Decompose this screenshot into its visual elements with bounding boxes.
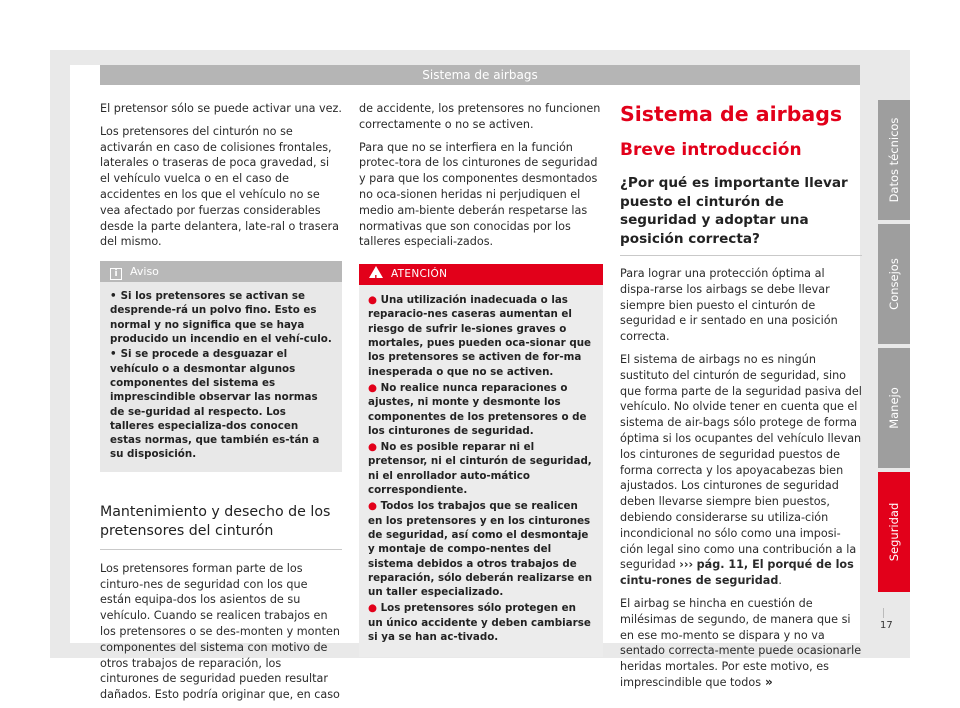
warning-triangle-icon: !	[369, 266, 383, 278]
paragraph	[620, 352, 862, 589]
bullet-icon: ●	[368, 441, 381, 454]
warning-item	[368, 499, 594, 599]
running-header: Sistema de airbags	[100, 65, 860, 85]
notice-item-text: Si los pretensores se activan se desprende-rá un polvo fino. Esto es normal y no significa que se haya producido un incendio en el vehí-culo.	[110, 290, 332, 346]
paragraph: Los pretensores del cinturón no se activarán en caso de colisiones frontales, laterales o traseras de poca gravedad, si el vehículo vuelca o en el caso de accidentes en los que el vehículo no se vea afectado por fuerzas considerables desde la parte delantera, late-ral o trasera del mismo.	[100, 124, 339, 249]
warning-item-text: No es posible reparar ni el pretensor, ni el cinturón de seguridad, ni el enrollador auto-mático correspondiente.	[368, 441, 592, 497]
page-number: 17	[880, 620, 893, 631]
paragraph	[620, 596, 862, 691]
column-left	[100, 101, 342, 708]
info-icon: i	[110, 268, 122, 280]
section-heading: Mantenimiento y desecho de los pretensores del cinturón	[100, 503, 342, 550]
tab-label: Seguridad	[887, 502, 901, 562]
warning-item-text: Todos los trabajos que se realicen en los pretensores y en los cinturones de seguridad, así como el desmontaje y montaje de compo-nentes del sistema debidos a otros trabajos de reparación, sólo deberán realizarse en un taller especializado.	[368, 500, 593, 599]
question-heading: ¿Por qué es importante llevar puesto el cinturón de seguridad y adoptar una posición correcta?	[620, 174, 862, 256]
tab-label: Consejos	[887, 258, 901, 310]
paragraph: El pretensor sólo se puede activar una vez.	[100, 102, 342, 115]
continue-arrow-icon: »	[765, 674, 773, 689]
paragraph-text: El airbag se hincha en cuestión de milésimas de segundo, de manera que si en ese mo-mento se dispara y no va sentado correcta-mente puede ocasionarle heridas mortales. Por este motivo, es imprescindible que todos	[620, 596, 862, 689]
tab-label: Manejo	[887, 387, 901, 429]
warning-label: ATENCIÓN	[391, 268, 448, 281]
warning-item	[368, 440, 594, 497]
cross-reference-link[interactable]: pág. 11, El porqué de los cintu-rones de seguridad	[620, 558, 854, 588]
paragraph: Los pretensores forman parte de los cinturo-nes de seguridad con los que están equipa-dos los asientos de su vehículo. Cuando se realicen trabajos en los pretensores o se des-monten y monten componentes del sistema con motivo de otros trabajos de reparación, los cinturones de seguridad pueden resultar dañados. Esto podría originar que, en caso	[100, 561, 340, 702]
tab-manejo[interactable]	[878, 348, 910, 468]
notice-item	[110, 347, 332, 461]
paragraph-text: .	[778, 574, 782, 588]
warning-item	[368, 601, 594, 644]
page-number-divider	[883, 608, 884, 618]
notice-item	[110, 289, 332, 346]
notice-header	[100, 261, 342, 282]
column-right	[620, 101, 862, 698]
notice-body	[100, 282, 342, 472]
paragraph-text: El sistema de airbags no es ningún sustituto del cinturón de seguridad, sino que forma parte de la seguridad pasiva del vehículo. No olvide tener en cuenta que el sistema de air-bags sólo protege de forma óptima si los ocupantes del vehículo llevan los cinturones de seguridad puestos de forma correcta y los apoyacabezas bien ajustados. Los cinturones de seguridad deben llevarse siempre bien puestos, debiendo considerarse su utiliza-ción incondicional no sólo como una imposi-ción legal sino como una contribución a la seguridad	[620, 352, 862, 572]
bullet-icon: •	[110, 348, 117, 361]
paragraph: Para que no se interfiera en la función protec-tora de los cinturones de seguridad y para que los componentes desmontados no oca-sionen heridas ni perjudiquen el medio am-biente deberán respetarse las normativas que son conocidas por los talleres especiali-zados.	[359, 140, 598, 249]
bullet-icon: •	[110, 290, 117, 303]
column-middle	[359, 101, 603, 657]
warning-box	[359, 264, 603, 657]
warning-body	[359, 285, 603, 657]
notice-item-text: Si se procede a desguazar el vehículo o a desmontar algunos componentes del sistema es imprescindible observar las normas de se-guridad al respecto. Los talleres especializa-dos conocen estas normas, que también es-tán a su disposición.	[110, 348, 320, 461]
bullet-icon: ●	[368, 602, 381, 615]
paragraph: Para lograr una protección óptima al dispa-rarse los airbags se debe llevar siempre bien puesto el cinturón de seguridad e ir sentado en una posición correcta.	[620, 267, 838, 344]
section-subtitle: Breve introducción	[620, 140, 802, 160]
notice-label: Aviso	[130, 265, 159, 279]
warning-item	[368, 293, 594, 379]
paragraph: de accidente, los pretensores no funcionen correctamente o no se activen.	[359, 102, 601, 131]
tab-consejos[interactable]	[878, 224, 910, 344]
warning-item	[368, 381, 594, 438]
warning-item-text: No realice nunca reparaciones o ajustes, ni monte y desmonte los componentes de los pretensores o de los cinturones de seguridad.	[368, 381, 587, 437]
tab-seguridad[interactable]	[878, 472, 910, 592]
bullet-icon: ●	[368, 500, 381, 513]
cross-reference-arrow-icon: ›››	[679, 558, 694, 572]
chapter-title: Sistema de airbags	[620, 102, 843, 126]
tab-label: Datos técnicos	[887, 117, 901, 203]
warning-item-text: Los pretensores sólo protegen en un único accidente y deben cambiarse si ya se han ac-tivado.	[368, 602, 591, 643]
warning-header	[359, 264, 603, 285]
warning-item-text: Una utilización inadecuada o las reparacio-nes caseras aumentan el riesgo de sufrir le-siones graves o mortales, pues pueden oca-sionar que los pretensores se activen de for-ma inesperada o que no se activen.	[368, 294, 592, 378]
bullet-icon: ●	[368, 381, 381, 394]
notice-box	[100, 261, 342, 472]
tab-datos-tecnicos[interactable]	[878, 100, 910, 220]
bullet-icon: ●	[368, 294, 381, 307]
